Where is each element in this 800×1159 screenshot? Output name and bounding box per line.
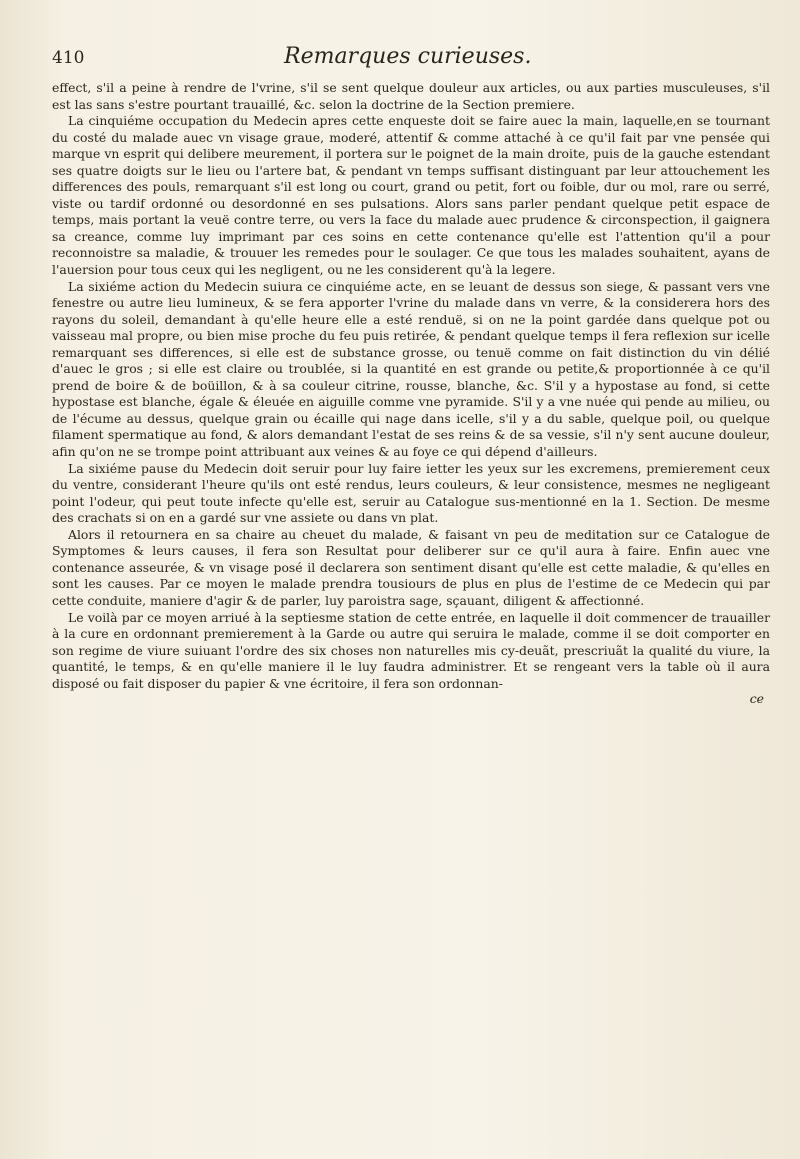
paragraph-return-chair: Alors il retournera en sa chaire au cheuet du malade, & faisant vn peu de meditation sur ce Catalogue de Symptomes & leurs causes, il fera son Resultat pour deliberer sur ce qu'il aura à faire. Enfin auec vne contenance asseurée, & vn visage posé il declarera son sentiment disant qu'elle est cette maladie, & qu'elles en sont les causes. Par ce moyen le malade prendra tousiours de plus en plus de l'estime de ce Medecin qui par cette conduite, maniere d'agir & de parler, luy paroistra sage, sçauant, diligent & affectionné. xyxy=(52,526,770,608)
paragraph-fifth-occupation: La cinquiéme occupation du Medecin apres cette enqueste doit se faire auec la main, laquelle,en se tournant du costé du malade auec vn visage graue, moderé, attentif & comme attaché à ce qu'il fait par vne pensée qui marque vn esprit qui delibere meurement, il portera sur le poignet de la main droite, puis de la gauche estendant ses quatre doigts sur le lieu ou l'artere bat, & pendant vn temps suffisant distinguant par leur attouchement les differences des pouls, remarquant s'il est long ou court, grand ou petit, fort ou foible, dur ou mol, rare ou serré, viste ou tardif ordonné ou desordonné en ses pulsations. Alors sans parler pendant quelque petit espace de temps, mais portant la veuë contre terre, ou vers la face du malade auec prudence & circonspection, il gaignera sa creance, comme luy imprimant par ces soins en cette contenance qu'elle est l'attention qu'il a pour reconnoistre sa maladie, & trouuer les remedes pour le soulager. Ce que tous les malades souhaitent, ayans de l'auersion pour tous ceux qui les negligent, ou ne les considerent qu'à la legere. xyxy=(52,113,770,278)
catchword: ce xyxy=(749,691,764,707)
paragraph-continued: effect, s'il a peine à rendre de l'vrine, s'il se sent quelque douleur aux articles, ou aux parties musculeuses, s'il est las sans s'estre pourtant trauaillé, &c. selon la doctrine de la Section premiere. xyxy=(52,80,770,112)
paragraph-sixth-action: La sixiéme action du Medecin suiura ce cinquiéme acte, en se leuant de dessus son siege, & passant vers vne fenestre ou autre lieu lumineux, & se fera apporter l'vrine du malade dans vn verre, & la considerera hors des rayons du soleil, demandant à qu'elle heure elle a esté renduë, si on ne la point gardée dans quelque pot ou vaisseau mal propre, ou bien mise proche du feu puis retirée, & pendant quelque temps il fera reflexion sur icelle remarquant ses differences, si elle est de substance grosse, ou tenuë comme on fait distinction du vin délié d'auec le gros ; si elle est claire ou troublée, si la quantité en est grande ou petite,& proportionnée à ce qu'il prend de boire & de boüillon, & à sa couleur citrine, rousse, blanche, &c. S'il y a hypostase au fond, si cette hypostase est blanche, égale & éleuée en aiguille comme vne pyramide. S'il y a vne nuée qui pende au milieu, ou de l'écume au dessus, quelque grain ou écaille qui nage dans icelle, s'il y a du sable, quelque poil, ou quelque filament spermatique au fond, & alors demandant l'estat de ses reins & de sa vessie, s'il n'y sent aucune douleur, afin qu'on ne se trompe point attribuant aux veines & au foye ce qui dépend d'ailleurs. xyxy=(52,278,770,460)
page-number: 410 xyxy=(52,48,85,68)
paragraph-seventh-station: Le voilà par ce moyen arriué à la septiesme station de cette entrée, en laquelle il doit commencer de trauailler à la cure en ordonnant premierement à la Garde ou autre qui seruira le malade, comme il se doit comporter en son regime de viure suiuant l'ordre des six choses non naturelles mis cy-deuãt, prescriuãt la qualité du viure, la quantité, le temps, & en qu'elle maniere il le luy faudra administrer. Et se rengeant vers la table où il aura disposé ou fait disposer du papier & vne écritoire, il fera son ordonnan- xyxy=(52,609,770,691)
running-head: Remarques curieuses. xyxy=(284,44,532,69)
page-body xyxy=(52,80,770,706)
paragraph-sixth-pause: La sixiéme pause du Medecin doit seruir pour luy faire ietter les yeux sur les excremens, premierement ceux du ventre, considerant l'heure qu'ils ont esté rendus, leurs couleurs, & leur consistence, mesmes ne negligeant point l'odeur, qui peut toute infecte qu'elle est, seruir au Catalogue sus-mentionné en la 1. Section. De mesme des crachats si on en a gardé sur vne assiete ou dans vn plat. xyxy=(52,460,770,526)
page-header xyxy=(52,44,770,74)
